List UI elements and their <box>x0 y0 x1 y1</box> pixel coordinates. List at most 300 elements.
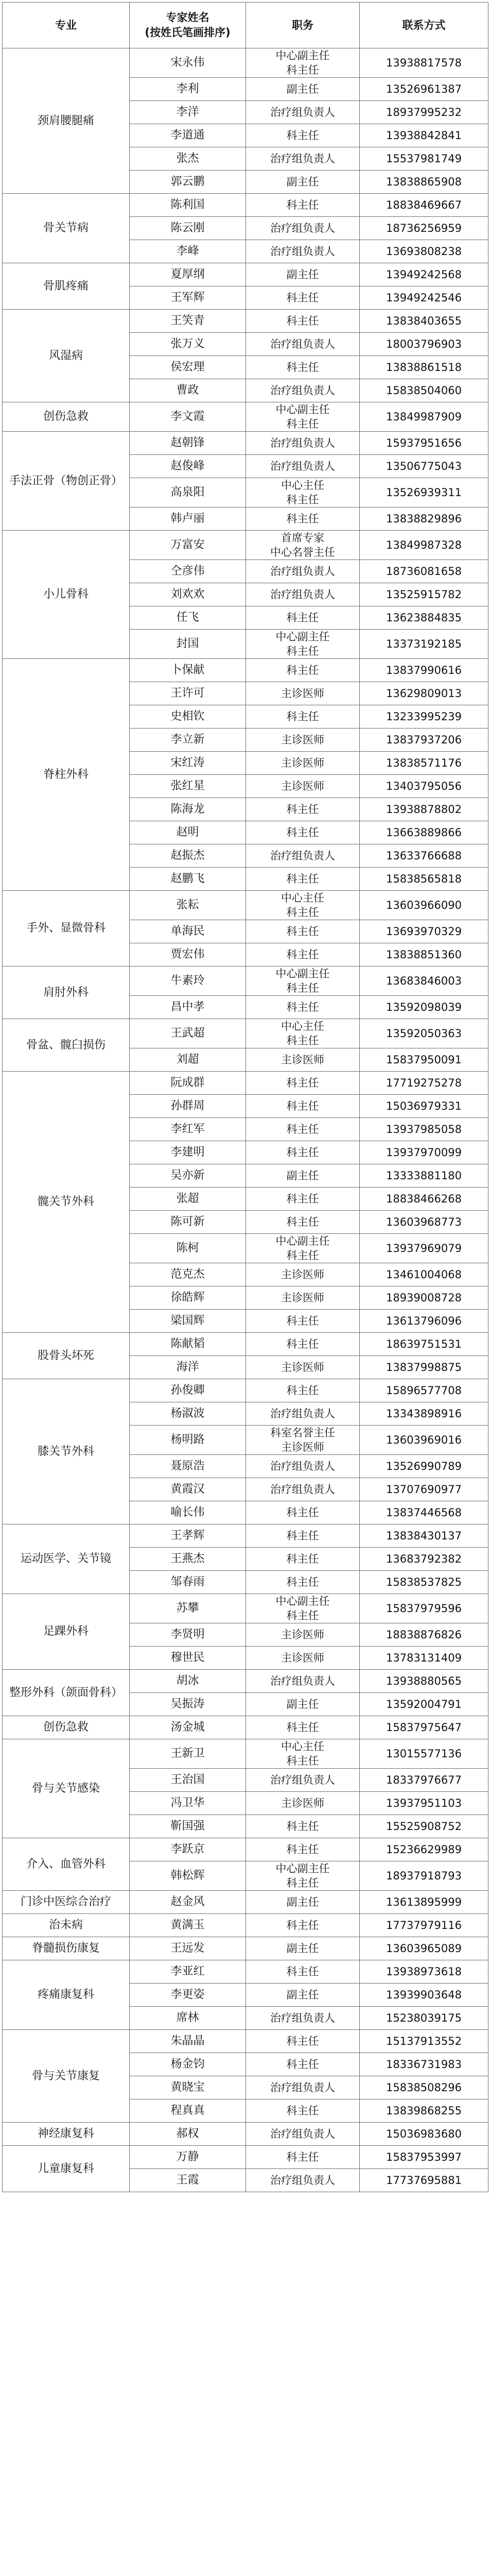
title-line: 科主任 <box>286 906 319 919</box>
dept-cell: 骨盆、髋臼损伤 <box>3 1019 130 1072</box>
dept-cell: 颈肩腰腿痛 <box>3 48 130 194</box>
title-line: 副主任 <box>286 83 319 95</box>
expert-name: 仝彦伟 <box>130 560 246 583</box>
expert-name: 高泉阳 <box>130 478 246 507</box>
expert-title <box>246 1211 360 1234</box>
title-line: 治疗组负责人 <box>270 1408 335 1420</box>
expert-name: 陈柯 <box>130 1234 246 1263</box>
expert-title <box>246 2123 360 2146</box>
expert-phone: 13683846003 <box>360 967 488 996</box>
expert-name: 吴亦新 <box>130 1164 246 1188</box>
expert-phone: 15838504060 <box>360 379 488 402</box>
title-line: 科主任 <box>286 1609 319 1622</box>
expert-name: 胡冰 <box>130 1670 246 1693</box>
expert-title <box>246 507 360 531</box>
title-line: 科主任 <box>286 803 319 816</box>
expert-phone: 13837998875 <box>360 1356 488 1379</box>
table-row <box>3 659 488 682</box>
expert-phone: 13592098039 <box>360 996 488 1019</box>
expert-phone: 13837937206 <box>360 728 488 752</box>
expert-phone: 13506775043 <box>360 455 488 478</box>
title-line: 科主任 <box>286 925 319 938</box>
expert-name: 宋红涛 <box>130 752 246 775</box>
title-line: 科主任 <box>286 199 319 211</box>
expert-phone: 15137913552 <box>360 2030 488 2053</box>
dept-cell: 运动医学、关节镜 <box>3 1524 130 1594</box>
title-line: 治疗组负责人 <box>270 565 335 578</box>
expert-phone: 13938842841 <box>360 124 488 147</box>
expert-phone: 15896577708 <box>360 1379 488 1402</box>
title-line: 治疗组负责人 <box>270 222 335 234</box>
expert-title <box>246 967 360 996</box>
expert-title <box>246 1141 360 1164</box>
expert-phone: 13015577136 <box>360 1739 488 1769</box>
title-line: 治疗组负责人 <box>270 152 335 165</box>
expert-title <box>246 263 360 286</box>
expert-phone: 13525915782 <box>360 583 488 606</box>
expert-phone: 15837979596 <box>360 1594 488 1623</box>
table-row <box>3 48 488 78</box>
title-line: 主诊医师 <box>281 1292 324 1304</box>
expert-title <box>246 1286 360 1310</box>
expert-title <box>246 333 360 356</box>
title-line: 中心副主任 <box>275 631 330 643</box>
expert-name: 吴振涛 <box>130 1693 246 1716</box>
expert-phone: 18736256959 <box>360 217 488 240</box>
header-name <box>130 3 246 48</box>
expert-phone: 18337976677 <box>360 1769 488 1792</box>
expert-name: 李利 <box>130 78 246 101</box>
title-line: 主诊医师 <box>281 734 324 746</box>
expert-phone: 13949242546 <box>360 286 488 310</box>
expert-phone: 15838537825 <box>360 1571 488 1594</box>
expert-name: 朱晶晶 <box>130 2030 246 2053</box>
expert-title <box>246 402 360 432</box>
title-line: 科主任 <box>286 1315 319 1327</box>
expert-title <box>246 844 360 868</box>
expert-name: 任飞 <box>130 606 246 630</box>
expert-title <box>246 798 360 821</box>
expert-name: 李立新 <box>130 728 246 752</box>
expert-name: 赵俊峰 <box>130 455 246 478</box>
title-line: 科主任 <box>286 1553 319 1565</box>
expert-name: 赵明 <box>130 821 246 844</box>
expert-phone: 13373192185 <box>360 630 488 659</box>
expert-title <box>246 1861 360 1891</box>
expert-name: 赵振杰 <box>130 844 246 868</box>
title-line: 中心副主任 <box>275 1235 330 1247</box>
title-line: 首席专家 <box>281 532 324 544</box>
expert-phone: 13526939311 <box>360 478 488 507</box>
expert-title <box>246 1310 360 1333</box>
expert-name: 靳国强 <box>130 1815 246 1838</box>
title-line: 科主任 <box>286 1338 319 1350</box>
title-line: 科主任 <box>286 1193 319 1205</box>
title-line: 主诊医师 <box>281 1441 324 1453</box>
expert-title <box>246 1118 360 1141</box>
dept-cell: 整形外科（颌面骨科） <box>3 1670 130 1716</box>
title-line: 副主任 <box>286 176 319 188</box>
expert-title <box>246 48 360 78</box>
table-row <box>3 1891 488 1914</box>
title-line: 科主任 <box>286 1035 319 1047</box>
dept-cell: 创伤急救 <box>3 1716 130 1739</box>
expert-phone: 13693808238 <box>360 240 488 263</box>
header-name-main: 专家姓名 <box>166 11 209 24</box>
title-line: 科主任 <box>286 873 319 885</box>
expert-title <box>246 996 360 1019</box>
title-line: 治疗组负责人 <box>270 338 335 350</box>
expert-title <box>246 1426 360 1455</box>
expert-title <box>246 1379 360 1402</box>
title-line: 副主任 <box>286 268 319 281</box>
title-line: 主诊医师 <box>281 1268 324 1281</box>
expert-title <box>246 1891 360 1914</box>
expert-title <box>246 1501 360 1524</box>
table-row <box>3 2030 488 2053</box>
expert-name: 王新卫 <box>130 1739 246 1769</box>
expert-title <box>246 659 360 682</box>
title-line: 科主任 <box>286 1820 319 1833</box>
expert-phone: 15838508296 <box>360 2076 488 2099</box>
expert-title <box>246 356 360 379</box>
expert-phone: 17737695881 <box>360 2169 488 2192</box>
title-line: 主诊医师 <box>281 780 324 792</box>
expert-title <box>246 1693 360 1716</box>
expert-phone: 13849987909 <box>360 402 488 432</box>
expert-phone: 13838571176 <box>360 752 488 775</box>
expert-name: 郭云鹏 <box>130 171 246 194</box>
expert-name: 黄满玉 <box>130 1914 246 1937</box>
expert-title <box>246 868 360 891</box>
expert-title <box>246 728 360 752</box>
expert-phone: 13937951103 <box>360 1792 488 1815</box>
header-dept: 专业 <box>3 3 130 48</box>
expert-phone: 13938973618 <box>360 1960 488 1984</box>
expert-title <box>246 891 360 920</box>
expert-title <box>246 101 360 124</box>
expert-phone: 18838466268 <box>360 1188 488 1211</box>
expert-title <box>246 2146 360 2169</box>
title-line: 科主任 <box>286 1530 319 1542</box>
expert-name: 杨金钧 <box>130 2053 246 2076</box>
expert-title <box>246 478 360 507</box>
dept-cell: 足踝外科 <box>3 1594 130 1670</box>
expert-phone: 18838876826 <box>360 1623 488 1647</box>
expert-phone: 13633766688 <box>360 844 488 868</box>
title-line: 科主任 <box>286 948 319 961</box>
expert-phone: 18336731983 <box>360 2053 488 2076</box>
expert-title <box>246 920 360 943</box>
expert-name: 李红军 <box>130 1118 246 1141</box>
expert-name: 汤金城 <box>130 1716 246 1739</box>
expert-name: 赵金风 <box>130 1891 246 1914</box>
expert-title <box>246 775 360 798</box>
title-line: 科主任 <box>286 1216 319 1228</box>
expert-phone: 13603968773 <box>360 1211 488 1234</box>
expert-name: 陈云刚 <box>130 217 246 240</box>
expert-name: 梁国辉 <box>130 1310 246 1333</box>
expert-name: 陈可新 <box>130 1211 246 1234</box>
expert-name: 韩卢丽 <box>130 507 246 531</box>
expert-title <box>246 752 360 775</box>
expert-name: 李建明 <box>130 1141 246 1164</box>
title-line: 治疗组负责人 <box>270 588 335 601</box>
title-line: 治疗组负责人 <box>270 460 335 472</box>
table-row <box>3 891 488 920</box>
expert-title <box>246 1234 360 1263</box>
expert-name: 王霞 <box>130 2169 246 2192</box>
expert-phone: 13592004791 <box>360 1693 488 1716</box>
expert-name: 赵朝锋 <box>130 432 246 455</box>
expert-name: 陈海龙 <box>130 798 246 821</box>
expert-title <box>246 194 360 217</box>
expert-title <box>246 1164 360 1188</box>
expert-title <box>246 1095 360 1118</box>
expert-name: 程真真 <box>130 2099 246 2123</box>
expert-name: 李文霞 <box>130 402 246 432</box>
expert-phone: 15036979331 <box>360 1095 488 1118</box>
expert-phone: 13707690977 <box>360 1478 488 1501</box>
expert-title <box>246 1769 360 1792</box>
expert-phone: 13937985058 <box>360 1118 488 1141</box>
table-row <box>3 1072 488 1095</box>
expert-phone: 18838469667 <box>360 194 488 217</box>
expert-name: 王武超 <box>130 1019 246 1048</box>
title-line: 科主任 <box>286 315 319 327</box>
title-line: 科主任 <box>286 418 319 430</box>
table-row <box>3 1594 488 1623</box>
expert-title <box>246 682 360 705</box>
expert-name: 张万义 <box>130 333 246 356</box>
expert-name: 贾宏伟 <box>130 943 246 967</box>
dept-cell: 介入、血管外科 <box>3 1838 130 1891</box>
title-line: 治疗组负责人 <box>270 384 335 397</box>
dept-cell: 脊柱外科 <box>3 659 130 891</box>
expert-title <box>246 1792 360 1815</box>
expert-phone: 17737979116 <box>360 1914 488 1937</box>
title-line: 主诊医师 <box>281 1054 324 1066</box>
title-line: 主诊医师 <box>281 757 324 769</box>
dept-cell: 治未病 <box>3 1914 130 1937</box>
title-line: 科主任 <box>286 1100 319 1112</box>
table-body <box>3 48 488 2192</box>
expert-name: 李跃京 <box>130 1838 246 1861</box>
expert-title <box>246 531 360 560</box>
title-line: 副主任 <box>286 1170 319 1182</box>
expert-name: 韩松辉 <box>130 1861 246 1891</box>
title-line: 中心名誉主任 <box>270 546 335 558</box>
expert-phone: 13403795056 <box>360 775 488 798</box>
title-line: 科主任 <box>286 494 319 506</box>
expert-phone: 13837446568 <box>360 1501 488 1524</box>
table-row <box>3 402 488 432</box>
expert-title <box>246 1571 360 1594</box>
title-line: 主诊医师 <box>281 1652 324 1664</box>
table-row <box>3 1739 488 1769</box>
expert-phone: 15838565818 <box>360 868 488 891</box>
title-line: 治疗组负责人 <box>270 2174 335 2187</box>
expert-phone: 18939008728 <box>360 1286 488 1310</box>
title-line: 科主任 <box>286 1384 319 1397</box>
header-title: 职务 <box>246 3 360 48</box>
expert-title <box>246 1716 360 1739</box>
expert-title <box>246 2030 360 2053</box>
expert-name: 王孝辉 <box>130 1524 246 1548</box>
expert-name: 聂原浩 <box>130 1455 246 1478</box>
expert-phone: 13603966090 <box>360 891 488 920</box>
expert-phone: 13838861518 <box>360 356 488 379</box>
title-line: 中心副主任 <box>275 49 330 62</box>
expert-name: 卜保献 <box>130 659 246 682</box>
expert-phone: 13526961387 <box>360 78 488 101</box>
expert-name: 王远发 <box>130 1937 246 1960</box>
title-line: 科主任 <box>286 1146 319 1159</box>
expert-name: 李道通 <box>130 124 246 147</box>
expert-title <box>246 286 360 310</box>
expert-title <box>246 2007 360 2030</box>
title-line: 科主任 <box>286 1843 319 1856</box>
expert-phone: 15837953997 <box>360 2146 488 2169</box>
expert-title <box>246 1356 360 1379</box>
title-line: 中心主任 <box>281 1740 324 1753</box>
title-line: 科室名誉主任 <box>270 1427 335 1439</box>
expert-title <box>246 240 360 263</box>
expert-title <box>246 78 360 101</box>
expert-name: 徐皓辉 <box>130 1286 246 1310</box>
expert-name: 李贤明 <box>130 1623 246 1647</box>
expert-name: 刘超 <box>130 1048 246 1072</box>
expert-title <box>246 1333 360 1356</box>
expert-phone: 13613796096 <box>360 1310 488 1333</box>
expert-phone: 15937951656 <box>360 432 488 455</box>
expert-title <box>246 2169 360 2192</box>
table-row <box>3 967 488 996</box>
title-line: 治疗组负责人 <box>270 245 335 258</box>
expert-name: 宋永伟 <box>130 48 246 78</box>
expert-name: 阮成群 <box>130 1072 246 1095</box>
expert-phone: 15238039175 <box>360 2007 488 2030</box>
title-line: 科主任 <box>286 361 319 374</box>
expert-phone: 13849987328 <box>360 531 488 560</box>
table-row <box>3 1960 488 1984</box>
expert-phone: 18003796903 <box>360 333 488 356</box>
expert-name: 曹政 <box>130 379 246 402</box>
expert-phone: 15525908752 <box>360 1815 488 1838</box>
title-line: 主诊医师 <box>281 687 324 700</box>
dept-cell: 骨与关节感染 <box>3 1739 130 1838</box>
dept-cell: 疼痛康复科 <box>3 1960 130 2030</box>
dept-cell: 手外、显微骨科 <box>3 891 130 967</box>
expert-title <box>246 432 360 455</box>
expert-name: 邹春雨 <box>130 1571 246 1594</box>
expert-name: 张杰 <box>130 147 246 171</box>
table-row <box>3 1670 488 1693</box>
title-line: 中心主任 <box>281 892 324 904</box>
expert-phone: 13629809013 <box>360 682 488 705</box>
title-line: 科主任 <box>286 826 319 839</box>
title-line: 治疗组负责人 <box>270 1483 335 1496</box>
expert-phone: 13693970329 <box>360 920 488 943</box>
title-line: 科主任 <box>286 645 319 657</box>
title-line: 治疗组负责人 <box>270 106 335 118</box>
expert-name: 杨明路 <box>130 1426 246 1455</box>
expert-name: 史相钦 <box>130 705 246 728</box>
expert-phone: 13526990789 <box>360 1455 488 1478</box>
expert-title <box>246 2076 360 2099</box>
expert-title <box>246 943 360 967</box>
expert-name: 刘欢欢 <box>130 583 246 606</box>
expert-title <box>246 1914 360 1937</box>
title-line: 中心副主任 <box>275 403 330 416</box>
title-line: 科主任 <box>286 1755 319 1767</box>
title-line: 治疗组负责人 <box>270 1774 335 1786</box>
expert-name: 万静 <box>130 2146 246 2169</box>
title-line: 科主任 <box>286 1919 319 1931</box>
title-line: 科主任 <box>286 1721 319 1734</box>
table-row <box>3 194 488 217</box>
expert-name: 封国 <box>130 630 246 659</box>
dept-cell: 骨关节病 <box>3 194 130 263</box>
expert-title <box>246 1524 360 1548</box>
expert-phone: 15537981749 <box>360 147 488 171</box>
table-row <box>3 1716 488 1739</box>
expert-name: 侯宏理 <box>130 356 246 379</box>
expert-title <box>246 1048 360 1072</box>
table-row <box>3 531 488 560</box>
table-row <box>3 263 488 286</box>
expert-name: 杨淑波 <box>130 1402 246 1426</box>
expert-name: 张超 <box>130 1188 246 1211</box>
expert-phone: 13783131409 <box>360 1647 488 1670</box>
expert-phone: 13603965089 <box>360 1937 488 1960</box>
expert-title <box>246 1670 360 1693</box>
expert-phone: 13333881180 <box>360 1164 488 1188</box>
title-line: 科主任 <box>286 292 319 304</box>
table-row <box>3 1914 488 1937</box>
expert-phone: 15236629989 <box>360 1838 488 1861</box>
title-line: 科主任 <box>286 1249 319 1262</box>
expert-name: 李更姿 <box>130 1984 246 2007</box>
title-line: 科主任 <box>286 982 319 994</box>
title-line: 治疗组负责人 <box>270 2128 335 2140</box>
expert-title <box>246 1263 360 1286</box>
table-row <box>3 1019 488 1048</box>
dept-cell: 风湿病 <box>3 310 130 402</box>
table-row <box>3 1937 488 1960</box>
expert-phone: 18937995232 <box>360 101 488 124</box>
expert-phone: 15837950091 <box>360 1048 488 1072</box>
title-line: 中心副主任 <box>275 1595 330 1607</box>
expert-name: 赵鹏飞 <box>130 868 246 891</box>
expert-phone: 13837990616 <box>360 659 488 682</box>
expert-name: 王许可 <box>130 682 246 705</box>
expert-name: 夏厚纲 <box>130 263 246 286</box>
title-line: 科主任 <box>286 1123 319 1136</box>
expert-name: 黄霞汉 <box>130 1478 246 1501</box>
expert-title <box>246 171 360 194</box>
expert-title <box>246 1984 360 2007</box>
title-line: 中心主任 <box>281 479 324 492</box>
table-row <box>3 1379 488 1402</box>
title-line: 科主任 <box>286 1506 319 1519</box>
expert-name: 孙俊卿 <box>130 1379 246 1402</box>
expert-phone: 13838430137 <box>360 1524 488 1548</box>
expert-name: 牛素玲 <box>130 967 246 996</box>
table-row <box>3 1524 488 1548</box>
expert-phone: 13683792382 <box>360 1548 488 1571</box>
expert-name: 陈献韬 <box>130 1333 246 1356</box>
